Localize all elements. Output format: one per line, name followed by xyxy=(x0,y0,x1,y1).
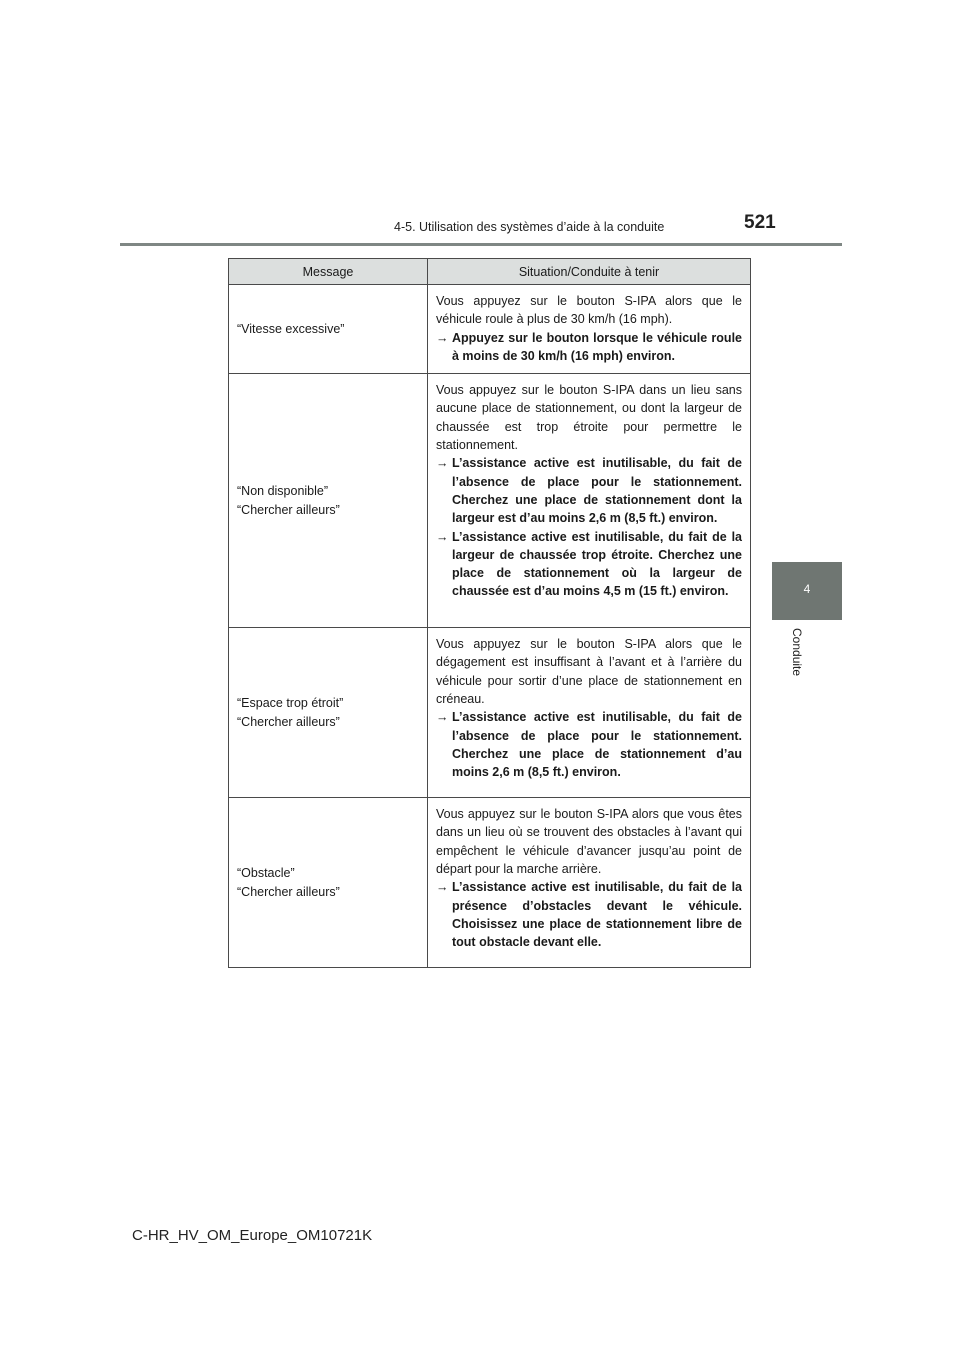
action-text: Appuyez sur le bouton lorsque le véhicule roule à moins de 30 km/h (16 mph) environ. xyxy=(452,330,742,363)
situation-text: Vous appuyez sur le bouton S-IPA alors que vous êtes dans un lieu où se trouvent des obstacles à l’avant qui empêchent le véhicule d’avancer jusqu’au point de départ pour la marche arrière. xyxy=(436,807,742,877)
situation-cell xyxy=(428,374,751,628)
message-text: “Chercher ailleurs” xyxy=(237,714,340,729)
table-row xyxy=(229,285,751,374)
situation-text: Vous appuyez sur le bouton S-IPA alors que le dégagement est insuffisant à l’avant et à l’arrière du véhicule pour sortir d’une place de stationnement en créneau. xyxy=(436,637,742,707)
action-text: L’assistance active est inutilisable, du fait de la largeur de chaussée trop étroite. Cherchez une place de stationnement où la largeur de chaussée est d’au moins 4,5 m (15 ft.) environ. xyxy=(452,529,742,599)
action-text: L’assistance active est inutilisable, du fait de l’absence de place pour le stationnement. Cherchez une place de stationnement dont la largeur est d’au moins 2,6 m (8,5 ft.) environ. xyxy=(452,456,742,526)
message-cell xyxy=(229,798,428,968)
document-code: C-HR_HV_OM_Europe_OM10721K xyxy=(132,1227,373,1244)
message-cell xyxy=(229,285,428,374)
chapter-label xyxy=(786,628,804,688)
situation-cell xyxy=(428,628,751,798)
message-text: “Vitesse excessive” xyxy=(237,321,345,336)
arrow-icon: → xyxy=(436,456,449,471)
column-header-situation: Situation/Conduite à tenir xyxy=(428,259,751,285)
action-item xyxy=(436,329,742,366)
message-table xyxy=(228,258,751,968)
action-item xyxy=(436,878,742,951)
action-text: L’assistance active est inutilisable, du fait de la présence d’obstacles devant le véhicule. Choisissez une place de stationnement libre de tout obstacle devant elle. xyxy=(452,880,742,950)
chapter-tab xyxy=(772,562,842,620)
situation-cell xyxy=(428,285,751,374)
message-text: “Espace trop étroit” xyxy=(237,695,344,710)
action-item xyxy=(436,454,742,527)
table-header-row xyxy=(229,259,751,285)
page-number: 521 xyxy=(744,212,776,233)
message-text: “Chercher ailleurs” xyxy=(237,502,340,517)
message-text: “Non disponible” xyxy=(237,483,329,498)
arrow-icon: → xyxy=(436,710,449,725)
action-item xyxy=(436,708,742,781)
message-cell xyxy=(229,374,428,628)
column-header-message: Message xyxy=(229,259,428,285)
arrow-icon: → xyxy=(436,880,449,895)
situation-text: Vous appuyez sur le bouton S-IPA alors que le véhicule roule à plus de 30 km/h (16 mph). xyxy=(436,294,742,327)
table-row xyxy=(229,798,751,968)
chapter-number: 4 xyxy=(803,582,811,596)
action-text: L’assistance active est inutilisable, du fait de l’absence de place pour le stationnement. Cherchez une place de stationnement d’au moins 2,6 m (8,5 ft.) environ. xyxy=(452,710,742,780)
page-header xyxy=(0,0,960,250)
header-divider xyxy=(120,243,842,246)
message-cell xyxy=(229,628,428,798)
section-title: 4-5. Utilisation des systèmes d’aide à la conduite xyxy=(394,220,665,234)
situation-text: Vous appuyez sur le bouton S-IPA dans un lieu sans aucune place de stationnement, ou dont la largeur de chaussée est trop étroite pour permettre le stationnement. xyxy=(436,383,742,453)
chapter-label-text: Conduite xyxy=(790,628,804,677)
table-row xyxy=(229,374,751,628)
message-text: “Obstacle” xyxy=(237,865,295,880)
arrow-icon: → xyxy=(436,330,449,345)
situation-cell xyxy=(428,798,751,968)
arrow-icon: → xyxy=(436,529,449,544)
message-text: “Chercher ailleurs” xyxy=(237,884,340,899)
table-row xyxy=(229,628,751,798)
action-item xyxy=(436,528,742,601)
